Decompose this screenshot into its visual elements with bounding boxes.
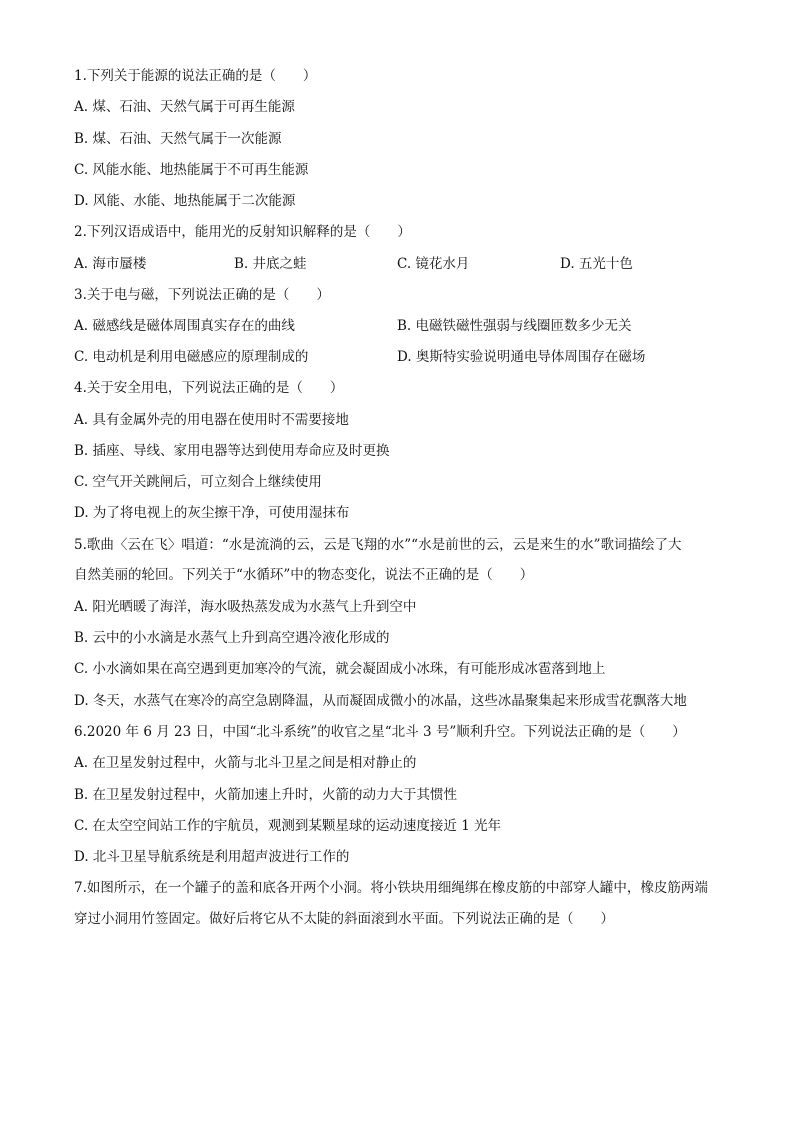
question-5-stem-cont: 自然美丽的轮回。下列关于“水循环”中的物态变化，说法不正确的是（ ） bbox=[74, 567, 534, 583]
question-2-option-b: B. 井底之蛙 bbox=[234, 256, 307, 272]
question-1-option-d: D. 风能、水能、地热能属于二次能源 bbox=[74, 193, 296, 209]
question-5-option-b: B. 云中的小水滴是水蒸气上升到高空遇冷液化形成的 bbox=[74, 630, 390, 646]
question-5-option-a: A. 阳光晒暖了海洋，海水吸热蒸发成为水蒸气上升到空中 bbox=[74, 599, 417, 615]
question-3-option-b: B. 电磁铁磁性强弱与线圈匝数多少无关 bbox=[397, 318, 632, 334]
question-4-stem: 4.关于安全用电，下列说法正确的是（ ） bbox=[74, 380, 344, 396]
question-2-option-a: A. 海市蜃楼 bbox=[74, 256, 147, 272]
question-4-option-c: C. 空气开关跳闸后，可立刻合上继续使用 bbox=[74, 474, 322, 490]
question-5-option-d: D. 冬天，水蒸气在寒冷的高空急剧降温，从而凝固成微小的冰晶，这些冰晶聚集起来形成雪花飘落大地 bbox=[74, 693, 687, 709]
question-3-stem: 3.关于电与磁，下列说法正确的是（ ） bbox=[74, 287, 330, 303]
question-4-option-b: B. 插座、导线、家用电器等达到使用寿命应及时更换 bbox=[74, 443, 390, 459]
question-3-option-d: D. 奥斯特实验说明通电导体周围存在磁场 bbox=[397, 349, 646, 365]
question-6-option-d: D. 北斗卫星导航系统是利用超声波进行工作的 bbox=[74, 849, 350, 865]
question-4-option-d: D. 为了将电视上的灰尘擦干净，可使用湿抹布 bbox=[74, 505, 350, 521]
question-1-option-b: B. 煤、石油、天然气属于一次能源 bbox=[74, 131, 282, 147]
question-1-option-c: C. 风能水能、地热能属于不可再生能源 bbox=[74, 162, 309, 178]
question-1-option-a: A. 煤、石油、天然气属于可再生能源 bbox=[74, 99, 295, 115]
question-1-stem: 1.下列关于能源的说法正确的是（ ） bbox=[74, 68, 317, 84]
question-6-option-c: C. 在太空空间站工作的宇航员，观测到某颗星球的运动速度接近 1 光年 bbox=[74, 818, 502, 834]
question-7-stem: 7.如图所示，在一个罐子的盖和底各开两个小洞。将小铁块用细绳绑在橡皮筋的中部穿人罐中，橡皮筋两端 bbox=[74, 880, 708, 896]
question-7-stem-cont: 穿过小洞用竹签固定。做好后将它从不太陡的斜面滚到水平面。下列说法正确的是（ ） bbox=[74, 911, 614, 927]
question-6-option-b: B. 在卫星发射过程中，火箭加速上升时，火箭的动力大于其惯性 bbox=[74, 787, 458, 803]
question-5-option-c: C. 小水滴如果在高空遇到更加寒冷的气流，就会凝固成小冰珠，有可能形成冰雹落到地上 bbox=[74, 661, 606, 677]
question-2-stem: 2.下列汉语成语中，能用光的反射知识解释的是（ ） bbox=[74, 224, 411, 240]
question-2-option-c: C. 镜花水月 bbox=[397, 256, 470, 272]
question-3-option-c: C. 电动机是利用电磁感应的原理制成的 bbox=[74, 349, 309, 365]
question-3-option-a: A. 磁感线是磁体周围真实存在的曲线 bbox=[74, 318, 295, 334]
question-4-option-a: A. 具有金属外壳的用电器在使用时不需要接地 bbox=[74, 412, 349, 428]
question-6-option-a: A. 在卫星发射过程中，火箭与北斗卫星之间是相对静止的 bbox=[74, 755, 417, 771]
question-2-option-d: D. 五光十色 bbox=[560, 256, 633, 272]
question-5-stem: 5.歌曲〈云在飞〉唱道：“水是流淌的云，云是飞翔的水”“水是前世的云，云是来生的水”歌词描绘了大 bbox=[74, 537, 682, 553]
question-6-stem: 6.2020 年 6 月 23 日，中国“北斗系统”的收官之星“北斗 3 号”顺利升空。下列说法正确的是（ ） bbox=[74, 724, 686, 740]
